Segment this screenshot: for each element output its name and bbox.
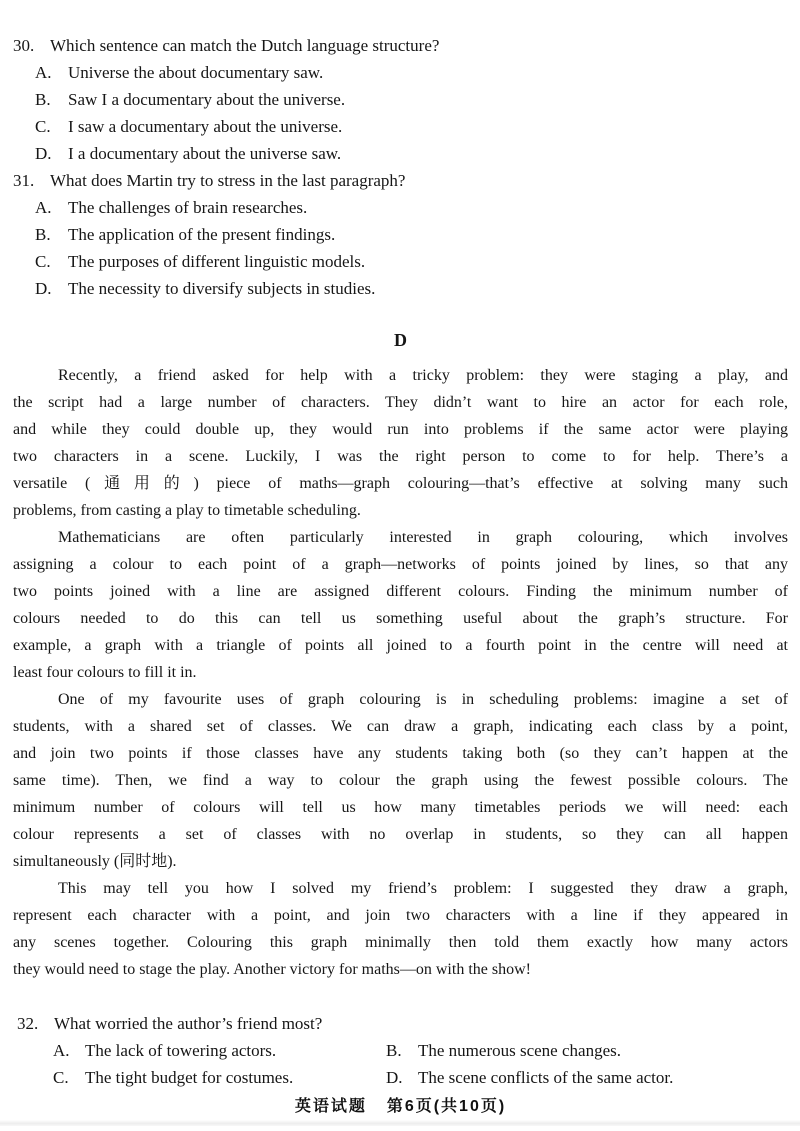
passage-paragraph-1 xyxy=(13,362,788,524)
option-letter: D. xyxy=(386,1068,403,1087)
option-32-a xyxy=(53,1037,386,1064)
passage-line: they would need to stage the play. Another victory for maths—on with the show! xyxy=(13,961,531,978)
page-footer xyxy=(13,1093,788,1120)
passage-line: any scenes together. Colouring this graph minimally then told them exactly how many actors xyxy=(13,934,788,951)
option-letter: D. xyxy=(35,144,52,163)
option-30-b xyxy=(35,86,788,113)
scan-shadow xyxy=(0,1120,800,1126)
passage-line: simultaneously (同时地). xyxy=(13,853,177,870)
question-32-options xyxy=(53,1037,788,1091)
option-30-c xyxy=(35,113,788,140)
option-letter: B. xyxy=(386,1041,402,1060)
passage-line: One of my favourite uses of graph colouring is in scheduling problems: imagine a set of xyxy=(58,691,788,708)
option-text: The tight budget for costumes. xyxy=(85,1068,294,1087)
option-31-c xyxy=(35,248,788,275)
question-32 xyxy=(13,1010,788,1091)
passage-section-label: D xyxy=(394,330,407,350)
passage-line: and join two points if those classes have any students taking both (so they can’t happen at the xyxy=(13,745,788,762)
option-text: The numerous scene changes. xyxy=(418,1041,621,1060)
option-letter: D. xyxy=(35,279,52,298)
option-32-d xyxy=(386,1064,788,1091)
passage-line: colours needed to do this can tell us something useful about the graph’s structure. For xyxy=(13,610,788,627)
passage-line: same time). Then, we find a way to colour the graph using the fewest possible colours. The xyxy=(13,772,788,789)
passage-line: the script had a large number of characters. They didn’t want to hire an actor for each role, xyxy=(13,394,788,411)
option-31-a xyxy=(35,194,788,221)
option-letter: C. xyxy=(35,117,51,136)
option-32-b xyxy=(386,1037,788,1064)
option-text: I a documentary about the universe saw. xyxy=(68,144,342,163)
option-text: The scene conflicts of the same actor. xyxy=(418,1068,674,1087)
option-30-d xyxy=(35,140,788,167)
option-31-b xyxy=(35,221,788,248)
passage-line: students, with a shared set of classes. We can draw a graph, indicating each class by a point, xyxy=(13,718,788,735)
footer-page-info: 第6页(共10页) xyxy=(386,1098,507,1115)
passage-line: Recently, a friend asked for help with a tricky problem: they were staging a play, and xyxy=(58,367,788,384)
option-letter: A. xyxy=(35,198,52,217)
option-letter: B. xyxy=(35,90,51,109)
option-text: The purposes of different linguistic models. xyxy=(68,252,366,271)
question-31 xyxy=(13,167,788,302)
option-text: The application of the present findings. xyxy=(68,225,336,244)
passage-line: example, a graph with a triangle of points all joined to a fourth point in the centre will need at xyxy=(13,637,788,654)
option-30-a xyxy=(35,59,788,86)
passage-line: two characters in a scene. Luckily, I was the right person to come to for help. There’s a xyxy=(13,448,788,465)
passage-line: two points joined with a line are assigned different colours. Finding the minimum number of xyxy=(13,583,788,600)
option-text: The lack of towering actors. xyxy=(85,1041,277,1060)
option-text: The challenges of brain researches. xyxy=(68,198,308,217)
question-number: 31. xyxy=(13,171,35,190)
option-31-d xyxy=(35,275,788,302)
option-letter: C. xyxy=(53,1068,69,1087)
question-text: What does Martin try to stress in the last paragraph? xyxy=(50,171,406,190)
question-30 xyxy=(13,32,788,167)
passage-paragraph-3 xyxy=(13,686,788,875)
passage-line: and while they could double up, they would run into problems if the same actor were playing xyxy=(13,421,788,438)
passage-line: minimum number of colours will tell us how many timetables periods we will need: each xyxy=(13,799,788,816)
question-number: 32. xyxy=(17,1014,39,1033)
question-30-stem xyxy=(13,32,788,59)
passage-line: problems, from casting a play to timetable scheduling. xyxy=(13,502,361,519)
passage-line: least four colours to fill it in. xyxy=(13,664,197,681)
passage-line: colour represents a set of classes with no overlap in students, so they can all happen xyxy=(13,826,788,843)
option-text: The necessity to diversify subjects in studies. xyxy=(68,279,376,298)
option-text: I saw a documentary about the universe. xyxy=(68,117,343,136)
question-31-stem xyxy=(13,167,788,194)
option-letter: A. xyxy=(53,1041,70,1060)
passage-line: represent each character with a point, and join two characters with a line if they appeared in xyxy=(13,907,788,924)
question-text: What worried the author’s friend most? xyxy=(54,1014,323,1033)
passage-paragraph-4 xyxy=(13,875,788,983)
option-letter: C. xyxy=(35,252,51,271)
passage-line: Mathematicians are often particularly interested in graph colouring, which involves xyxy=(58,529,788,546)
passage-line: assigning a colour to each point of a graph—networks of points joined by lines, so that any xyxy=(13,556,788,573)
question-text: Which sentence can match the Dutch language structure? xyxy=(50,36,440,55)
passage-line: This may tell you how I solved my friend’s problem: I suggested they draw a graph, xyxy=(58,880,788,897)
reading-passage xyxy=(13,362,788,983)
option-text: Universe the about documentary saw. xyxy=(68,63,324,82)
option-letter: B. xyxy=(35,225,51,244)
question-32-stem xyxy=(13,1010,788,1037)
question-number: 30. xyxy=(13,36,35,55)
passage-line: versatile (通用的) piece of maths—graph colouring—that’s effective at solving many such xyxy=(13,475,788,492)
option-text: Saw I a documentary about the universe. xyxy=(68,90,346,109)
footer-doc-title: 英语试题 xyxy=(294,1098,367,1115)
passage-paragraph-2 xyxy=(13,524,788,686)
option-letter: A. xyxy=(35,63,52,82)
option-32-c xyxy=(53,1064,386,1091)
